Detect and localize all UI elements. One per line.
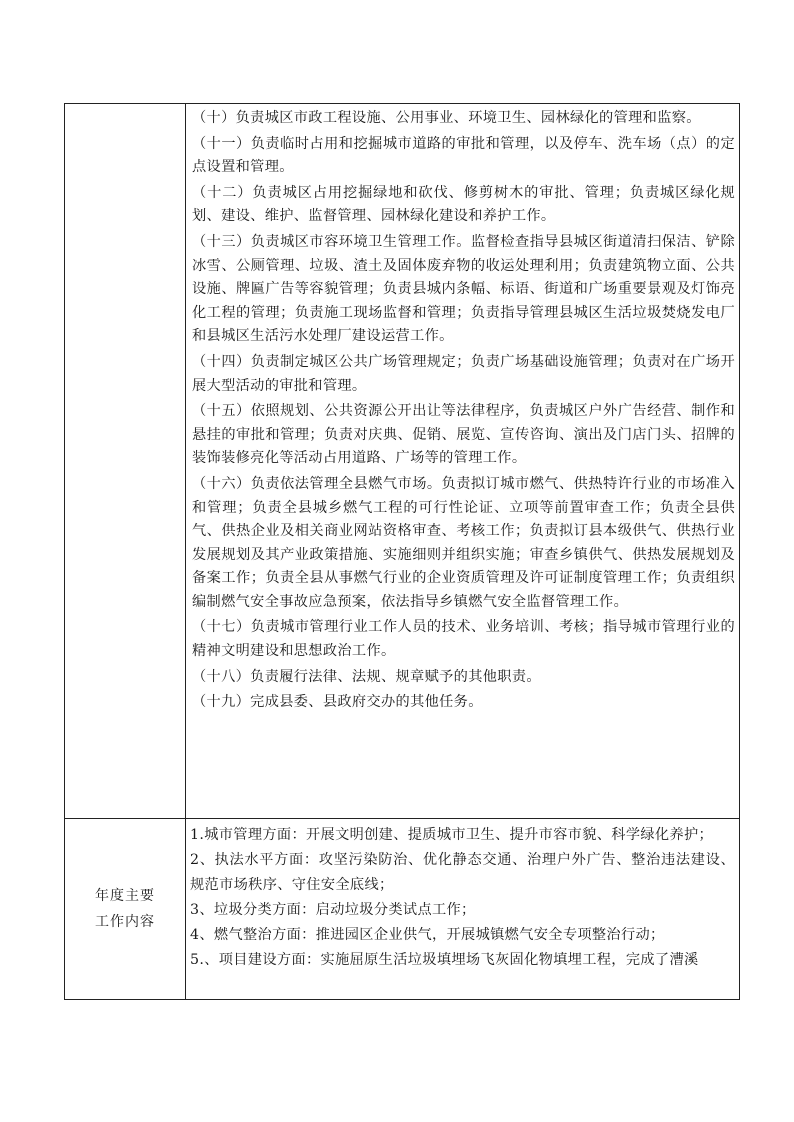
work-item: 3、垃圾分类方面：启动垃圾分类试点工作；	[190, 902, 476, 918]
duty-item: （十五）依照规划、公共资源公开出让等法律程序，负责城区户外广告经营、制作和悬挂的审批和管理；负责对庆典、促销、展览、宣传咨询、演出及门店门头、招牌的装饰装修亮化等活动占用道路、广场等的管理工作。	[192, 403, 735, 467]
work-item: 2、执法水平方面：攻坚污染防治、优化静态交通、治理户外广告、整治违法建设、规范市场秩序、守住安全底线；	[190, 852, 735, 893]
work-item: 4、燃气整治方面：推进园区企业供气，开展城镇燃气安全专项整治行动；	[190, 927, 665, 943]
annual-work-label-line1: 年度主要	[95, 888, 155, 904]
duty-item: （十八）负责履行法律、法规、规章赋予的其他职责。	[192, 668, 541, 685]
duty-item: （十二）负责城区占用挖掘绿地和砍伐、修剪树木的审批、管理；负责城区绿化规划、建设、维护、监督管理、园林绿化建设和养护工作。	[192, 184, 735, 225]
duty-item: （十九）完成县委、县政府交办的其他任务。	[192, 694, 483, 711]
annual-work-label-cell	[65, 819, 186, 1000]
duty-item: （十一）负责临时占用和挖掘城市道路的审批和管理，以及停车、洗车场（点）的定点设置和管理。	[192, 135, 735, 176]
duty-item: （十四）负责制定城区公共广场管理规定；负责广场基础设施管理；负责对在广场开展大型活动的审批和管理。	[192, 353, 735, 394]
duty-item: （十六）负责依法管理全县燃气市场。负责拟订城市燃气、供热特许行业的市场准入和管理；负责全县城乡燃气工程的可行性论证、立项等前置审查工作；负责全县供气、供热企业及相关商业网站资格审查、考核工作；负责拟订县本级供气、供热行业发展规划及其产业政策措施、实施细则并组织实施；审查乡镇供气、供热发展规划及备案工作；负责全县从事燃气行业的企业资质管理及许可证制度管理工作；负责组织编制燃气安全事故应急预案，依法指导乡镇燃气安全监督管理工作。	[192, 475, 735, 610]
duty-item: （十三）负责城区市容环境卫生管理工作。监督检查指导县城区街道清扫保洁、铲除冰雪、公厕管理、垃圾、渣土及固体废弃物的收运处理利用；负责建筑物立面、公共设施、牌匾广告等容貌管理；负责县城内条幅、标语、街道和广场重要景观及灯饰亮化工程的管理；负责施工现场监督和管理；负责指导管理县城区生活垃圾焚烧发电厂和县城区生活污水处理厂建设运营工作。	[192, 233, 735, 345]
duty-item: （十七）负责城市管理行业工作人员的技术、业务培训、考核；指导城市管理行业的精神文明建设和思想政治工作。	[192, 619, 735, 660]
work-item: 5.、项目建设方面：实施屈原生活垃圾填埋场飞灰固化物填埋工程，完成了漕溪	[190, 952, 699, 968]
annual-work-content-cell	[186, 819, 740, 1000]
work-item: 1.城市管理方面：开展文明创建、提质城市卫生、提升市容市貌、科学绿化养护；	[190, 827, 714, 843]
duty-item: （十）负责城区市政工程设施、公用事业、环境卫生、园林绿化的管理和监察。	[192, 110, 701, 126]
annual-work-label-line2: 工作内容	[95, 914, 155, 930]
duties-list	[186, 104, 739, 715]
duties-content-cell	[186, 104, 740, 819]
duties-label-cell	[65, 104, 186, 819]
responsibilities-table	[64, 103, 740, 1000]
annual-work-row	[65, 819, 740, 1000]
annual-work-list	[186, 819, 739, 999]
duties-row	[65, 104, 740, 819]
